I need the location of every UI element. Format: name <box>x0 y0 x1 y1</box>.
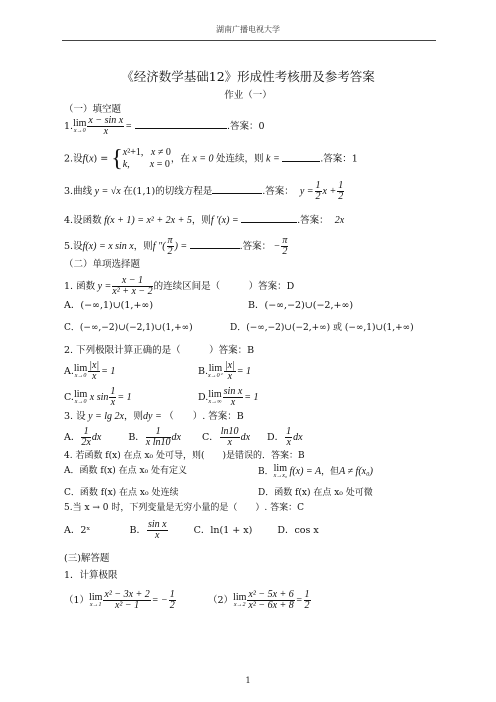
c1-option-c: C．(−∞,−2)∪(−2,1)∪(1,+∞) <box>64 323 193 333</box>
c3-b-label: B． <box>128 432 145 443</box>
limit-problem-2: （2）lim x→2 $\frac{\text{x² − 5x + 6}}{\text{x² − 6x + 8}}$ = $\frac{1}{2}$ <box>208 589 310 611</box>
c3-a-label: A． <box>64 432 81 443</box>
c4-option-c: C．函数 f(x) 在点 x₀ 处连续 <box>64 488 179 498</box>
c5-option-c: C．ln(1 + x) <box>193 525 253 536</box>
c5-b-label: B． <box>129 525 146 536</box>
c2-b-label: B. <box>198 366 209 377</box>
c2-b-eq: = 1 <box>236 366 252 377</box>
q2-mid: ，在 <box>170 153 190 165</box>
c3-d-label: D． <box>267 432 285 443</box>
answer-blank <box>212 184 262 194</box>
header-rule <box>62 40 436 41</box>
c2-c-label: C. <box>64 392 74 403</box>
q1-answer: .答案：0 <box>227 121 265 132</box>
limit-problem-1: （1）lim x→1 $\frac{\text{x² − 3x + 2}}{\text{x² − 1}}$ = − $\frac{1}{2}$ <box>64 589 175 611</box>
c2-option-c: C.lim x→0 x sin $\frac{1}{x}$ = 1 <box>64 386 132 408</box>
limit-symbol: lim x→0 <box>73 118 87 134</box>
piecewise: x²+1, x ≠ 0 k, x = 0 <box>122 147 171 170</box>
c2-c-eq: = 1 <box>117 392 132 403</box>
q4-tail: .答案： <box>297 215 329 226</box>
answer-blank <box>135 119 227 129</box>
q2-answer: .答案：1 <box>320 153 358 165</box>
fill-q4: 4.设函数 f(x + 1) = x² + 2x + 5，则f ′(x) = .答案： 2x <box>64 215 345 226</box>
c1-option-d: D．(−∞,−2)∪(−2,+∞) 或 (−∞,1)∪(1,+∞) <box>230 323 414 333</box>
c3-c-label: C． <box>202 432 219 443</box>
p2-label: （2） <box>208 595 234 606</box>
q3-mid: 在 <box>123 186 133 197</box>
document-subtitle: 作业（一） <box>224 90 272 101</box>
c2-stem: 2. 下列极限计算正确的是（ ）答案：B <box>64 345 255 356</box>
c4-stem: 4. 若函数 f(x) 在点 x₀ 处可导，则( )是错误的．答案：B <box>64 451 305 461</box>
c1-option-a: A．(−∞,1)∪(1,+∞) <box>64 300 154 311</box>
answer-blank <box>282 152 320 162</box>
c3-stem-mid: ，则 <box>124 411 144 422</box>
q5-mid: ，则 <box>133 241 153 252</box>
c3-stem-pre: 3. 设 <box>64 411 86 422</box>
c5-options: A．2ˣ B． $\frac{\text{sin x}}{x}$ C．ln(1 + x) D．cos x <box>64 519 319 541</box>
answer-blank <box>241 213 297 223</box>
answer-blank <box>190 239 240 249</box>
q5-prefix: 5.设 <box>64 241 83 252</box>
c2-a-label: A. <box>64 366 74 377</box>
c1-option-b: B．(−∞,−2)∪(−2,+∞) <box>248 300 354 311</box>
fill-q2: 2.设f(x) = {x²+1, x ≠ 0 k, x = 0，在 x = 0 处连续，则 k = .答案：1 <box>64 146 358 172</box>
fill-q3: 3.曲线 y = √x 在(1,1)的切线方程是 .答案： y = $\frac{1}{2}$ x + $\frac{1}{2}$ <box>64 180 344 202</box>
c1-prefix: 1. 函数 <box>64 281 96 292</box>
brace-symbol: { <box>111 146 123 172</box>
c5-option-d: D．cos x <box>277 525 319 536</box>
section1-heading: （一）填空题 <box>64 104 122 115</box>
q3-prefix: 3.曲线 <box>64 186 93 197</box>
fraction: $\frac{\text{x − sin x}}{x}$ <box>88 115 124 137</box>
q4-prefix: 4.设函数 <box>64 215 102 226</box>
q4-mid: ，则 <box>191 215 211 226</box>
choice-q1: 1. 函数 y = $\frac{x - 1}{\text{x² + x − 2}}$ 的连续区间是（ ）答案：D <box>64 275 295 297</box>
section3-item: 1．计算极限 <box>64 570 118 581</box>
c4-option-a: A．函数 f(x) 在点 x₀ 处有定义 <box>64 466 188 476</box>
q3-point: (1,1) <box>132 186 156 197</box>
q2-cont: 处连续，则 <box>216 153 264 165</box>
q5-tail: .答案： <box>239 241 272 252</box>
fill-q5: 5.设f(x) = x sin x，则f ″( $\frac{\pi}{2}$ ) = .答案： − $\frac{\pi}{2}$ <box>64 235 288 257</box>
fill-q1: 1.lim x→0 $\frac{\text{x − sin x}}{x}$ = .答案：0 <box>64 115 265 137</box>
q3-mid2: 的切线方程是 <box>155 186 213 197</box>
q3-answer: .答案： <box>262 186 294 197</box>
q4-answer: 2x <box>334 215 345 226</box>
c5-option-a: A．2ˣ <box>64 525 91 536</box>
c2-d-eq: = 1 <box>244 392 259 403</box>
c2-option-a: A.lim x→0 $\frac{|x|}{x}$ = 1 <box>64 360 116 382</box>
c4-b-mid: ，但 <box>321 467 340 477</box>
p1-label: （1） <box>64 595 90 606</box>
c2-option-d: D.lim x→∞ $\frac{\text{sin x}}{x}$ = 1 <box>198 386 259 408</box>
c3-stem: 3. 设 y = lg 2x，则dy = （ ）. 答案：B <box>64 411 244 422</box>
c2-a-eq: = 1 <box>101 366 116 377</box>
c1-stem: 的连续区间是（ ）答案：D <box>153 281 295 292</box>
c3-options: A． $\frac{1}{2x}$ dx B． $\frac{1}{\text{x ln10}}$ dx C． $\frac{\ln 10}{x}$ dx D． $\frac{1}{x}$ dx <box>64 426 303 448</box>
c4-b-label: B． <box>258 467 274 477</box>
section2-heading: （二）单项选择题 <box>64 259 141 270</box>
c2-option-b: B.lim x→0⁺ $\frac{|x|}{x}$ = 1 <box>198 360 252 382</box>
page-header: 湖南广播电视大学 <box>216 25 280 34</box>
c4-option-b: B．lim x→x₀ f(x) = A，但A ≠ f(x₀) <box>258 463 373 479</box>
q1-number: 1. <box>64 121 74 132</box>
document-title: 《经济数学基础12》形成性考核册及参考答案 <box>121 69 375 84</box>
page-number: 1 <box>245 676 251 685</box>
section3-heading: (三)解答题 <box>64 553 110 564</box>
q2-prefix: 2.设 <box>64 153 83 165</box>
c2-d-label: D. <box>198 392 209 403</box>
c3-stem-tail: （ ）. 答案：B <box>164 411 244 422</box>
c5-stem: 5.当 x → 0 时，下列变量是无穷小量的是（ ）. 答案：C <box>64 503 304 513</box>
c4-option-d: D．函数 f(x) 在点 x₀ 处可微 <box>258 488 373 498</box>
